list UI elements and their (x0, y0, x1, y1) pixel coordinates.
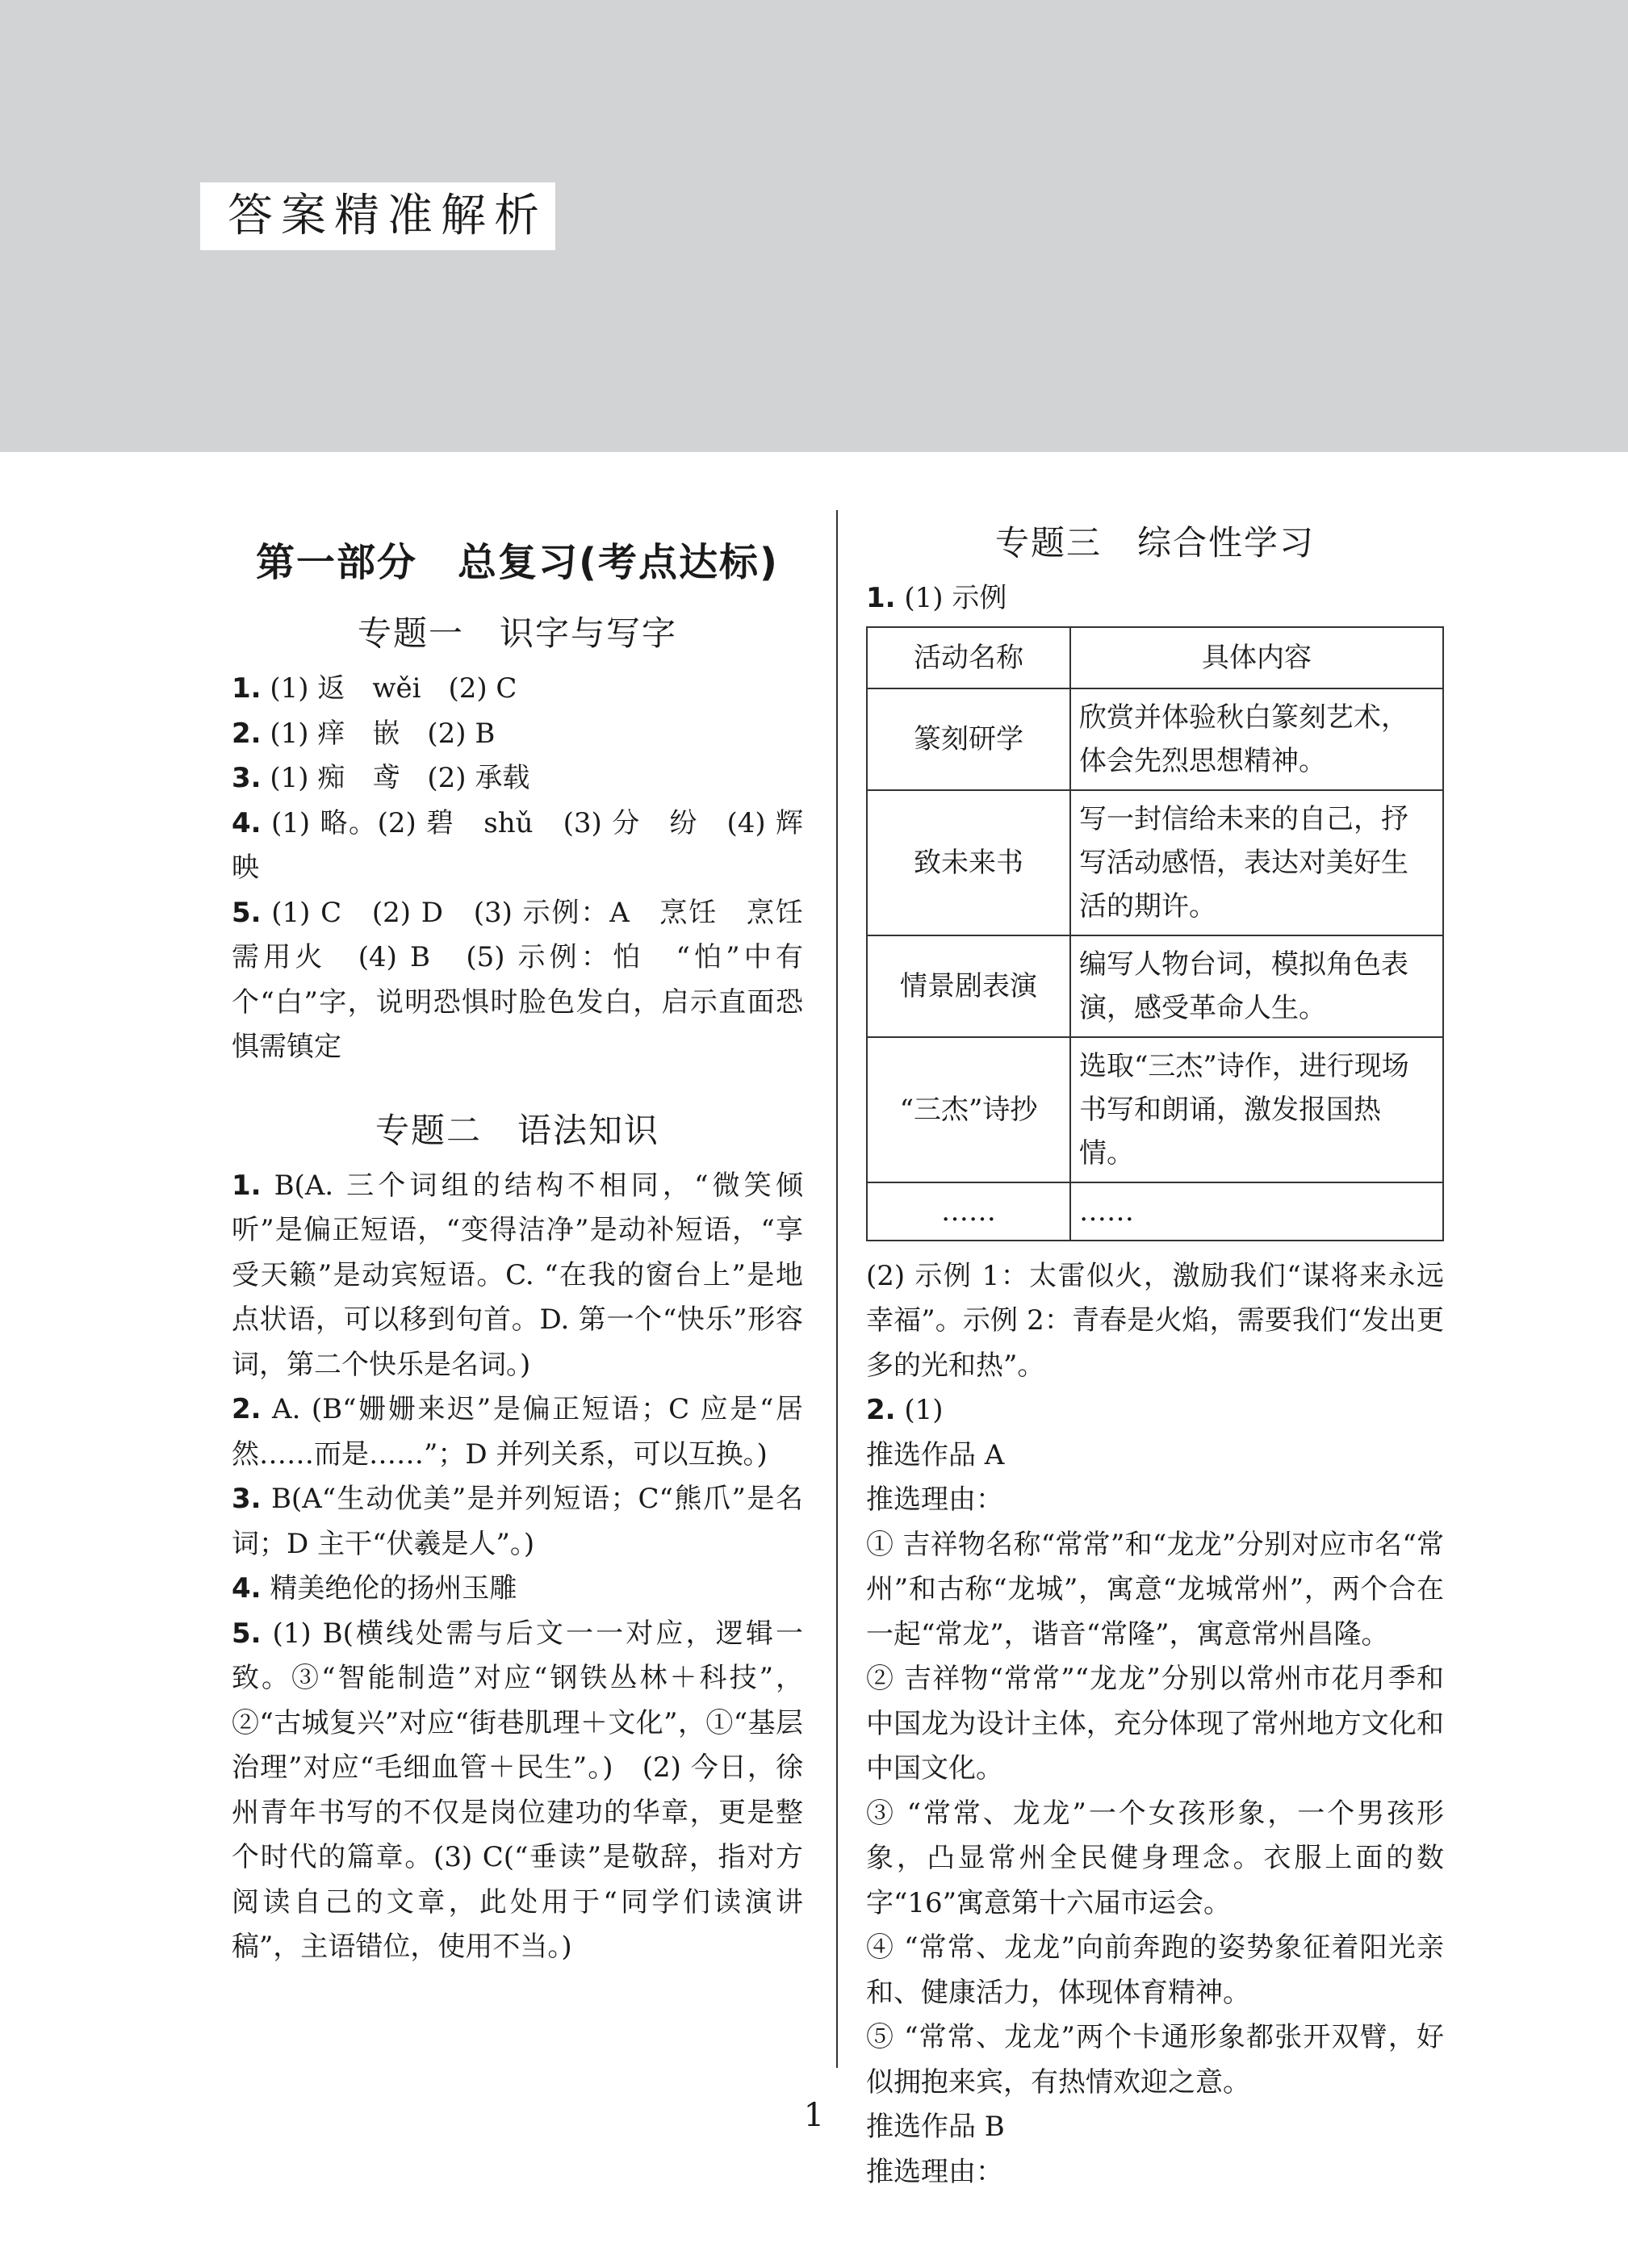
reason-item: ④ “常常、龙龙”向前奔跑的姿势象征着阳光亲和、健康活力，体现体育精神。 (866, 1931, 1444, 2009)
table-cell: …… (867, 1182, 1070, 1241)
answer-item: 5. (1) C (2) D (3) 示例：A 烹饪 烹饪需用火 (4) B (5) 示例：怕 “怕”中有个“白”字，说明恐惧时脸色发白，启示直面恐惧需镇定 (232, 896, 803, 1063)
answer-item: 1. (1) 示例 (866, 582, 1007, 614)
reason-label-b: 推选理由： (866, 2155, 1003, 2188)
reason-item: ② 吉祥物“常常”“龙龙”分别以常州市花月季和中国龙为设计主体，充分体现了常州地方文化和中国文化。 (866, 1663, 1444, 1785)
answer-item: 2. A. (B“姗姗来迟”是偏正短语；C 应是“居然……而是……”；D 并列关系，可以互换。) (232, 1393, 803, 1471)
answer-item: 4. 精美绝伦的扬州玉雕 (232, 1572, 517, 1605)
page-number: 1 (803, 2097, 825, 2134)
table-header-cell: 具体内容 (1070, 627, 1443, 688)
answer-item: 1. B(A. 三个词组的结构不相同，“微笑倾听”是偏正短语，“变得洁净”是动补短语，“享受天籁”是动宾短语。C. “在我的窗台上”是地点状语，可以移到句首。D. 第一个“快乐”形容词，第二个快乐是名词。) (232, 1169, 803, 1381)
table-cell: “三杰”诗抄 (867, 1037, 1070, 1182)
table-cell: …… (1070, 1182, 1443, 1241)
section-title-3: 专题三 综合性学习 (994, 523, 1315, 563)
answer-item: 5. (1) B(横线处需与后文一一对应，逻辑一致。③“智能制造”对应“钢铁丛林＋科技”，②“古城复兴”对应“街巷肌理＋文化”，①“基层治理”对应“毛细血管＋民生”。) (2) 今日，徐州青年书写的不仅是岗位建功的华章，更是整个时代的篇章。(3) C(“垂读”是敬辞，指对方阅读自己的文章，此处用于“同学们读演讲稿”，主语错位，使用不当。) (232, 1617, 803, 1963)
reason-item: ③ “常常、龙龙”一个女孩形象，一个男孩形象，凸显常州全民健身理念。衣服上面的数字“16”寓意第十六届市运会。 (866, 1797, 1444, 1919)
reason-item: ① 吉祥物名称“常常”和“龙龙”分别对应市名“常州”和古称“龙城”，寓意“龙城常州”，两个合在一起“常龙”，谐音“常隆”，寓意常州昌隆。 (866, 1528, 1444, 1651)
right-column (866, 517, 1444, 2195)
reason-label: 推选理由： (866, 1483, 1003, 1516)
answer-item: 3. (1) 痴 鸢 (2) 承载 (232, 762, 530, 794)
part-title: 第一部分 总复习(考点达标) (256, 540, 779, 585)
table-row (867, 935, 1443, 1037)
section-title-1: 专题一 识字与写字 (357, 613, 677, 653)
answer-text: (2) 示例 1：太雷似火，激励我们“谋将来永远幸福”。示例 2：青春是火焰，需要我们“发出更多的光和热”。 (866, 1259, 1444, 1382)
table-cell: 编写人物台词，模拟角色表演，感受革命人生。 (1070, 935, 1443, 1037)
table-header-row (867, 627, 1443, 688)
table-row (867, 688, 1443, 790)
table-row (867, 1182, 1443, 1241)
table-cell: 情景剧表演 (867, 935, 1070, 1037)
column-divider (836, 510, 838, 2068)
table-cell: 篆刻研学 (867, 688, 1070, 790)
activity-table (866, 626, 1444, 1241)
table-cell: 选取“三杰”诗作，进行现场书写和朗诵，激发报国热情。 (1070, 1037, 1443, 1182)
answer-item: 3. B(A“生动优美”是并列短语；C“熊爪”是名词；D 主干“伏羲是人”。) (232, 1483, 803, 1560)
reason-item: ⑤ “常常、龙龙”两个卡通形象都张开双臂，好似拥抱来宾，有热情欢迎之意。 (866, 2021, 1444, 2099)
answer-item: 4. (1) 略。(2) 碧 shǔ (3) 分 纷 (4) 辉映 (232, 806, 803, 884)
pick-a-label: 推选作品 A (866, 1438, 1005, 1471)
table-header-cell: 活动名称 (867, 627, 1070, 688)
table-cell: 欣赏并体验秋白篆刻艺术，体会先烈思想精神。 (1070, 688, 1443, 790)
left-column (232, 517, 803, 1970)
table-row (867, 790, 1443, 935)
answer-item: 2. (1) (866, 1394, 944, 1426)
table-cell: 写一封信给未来的自己，抒写活动感悟，表达对美好生活的期许。 (1070, 790, 1443, 935)
answer-item: 2. (1) 痒 嵌 (2) B (232, 717, 496, 750)
page-header-title: 答案精准解析 (200, 182, 555, 250)
table-cell: 致未来书 (867, 790, 1070, 935)
section-title-2: 专题二 语法知识 (375, 1110, 659, 1150)
answer-item: 1. (1) 返 wěi (2) C (232, 672, 517, 705)
table-row (867, 1037, 1443, 1182)
pick-b-label: 推选作品 B (866, 2111, 1005, 2143)
